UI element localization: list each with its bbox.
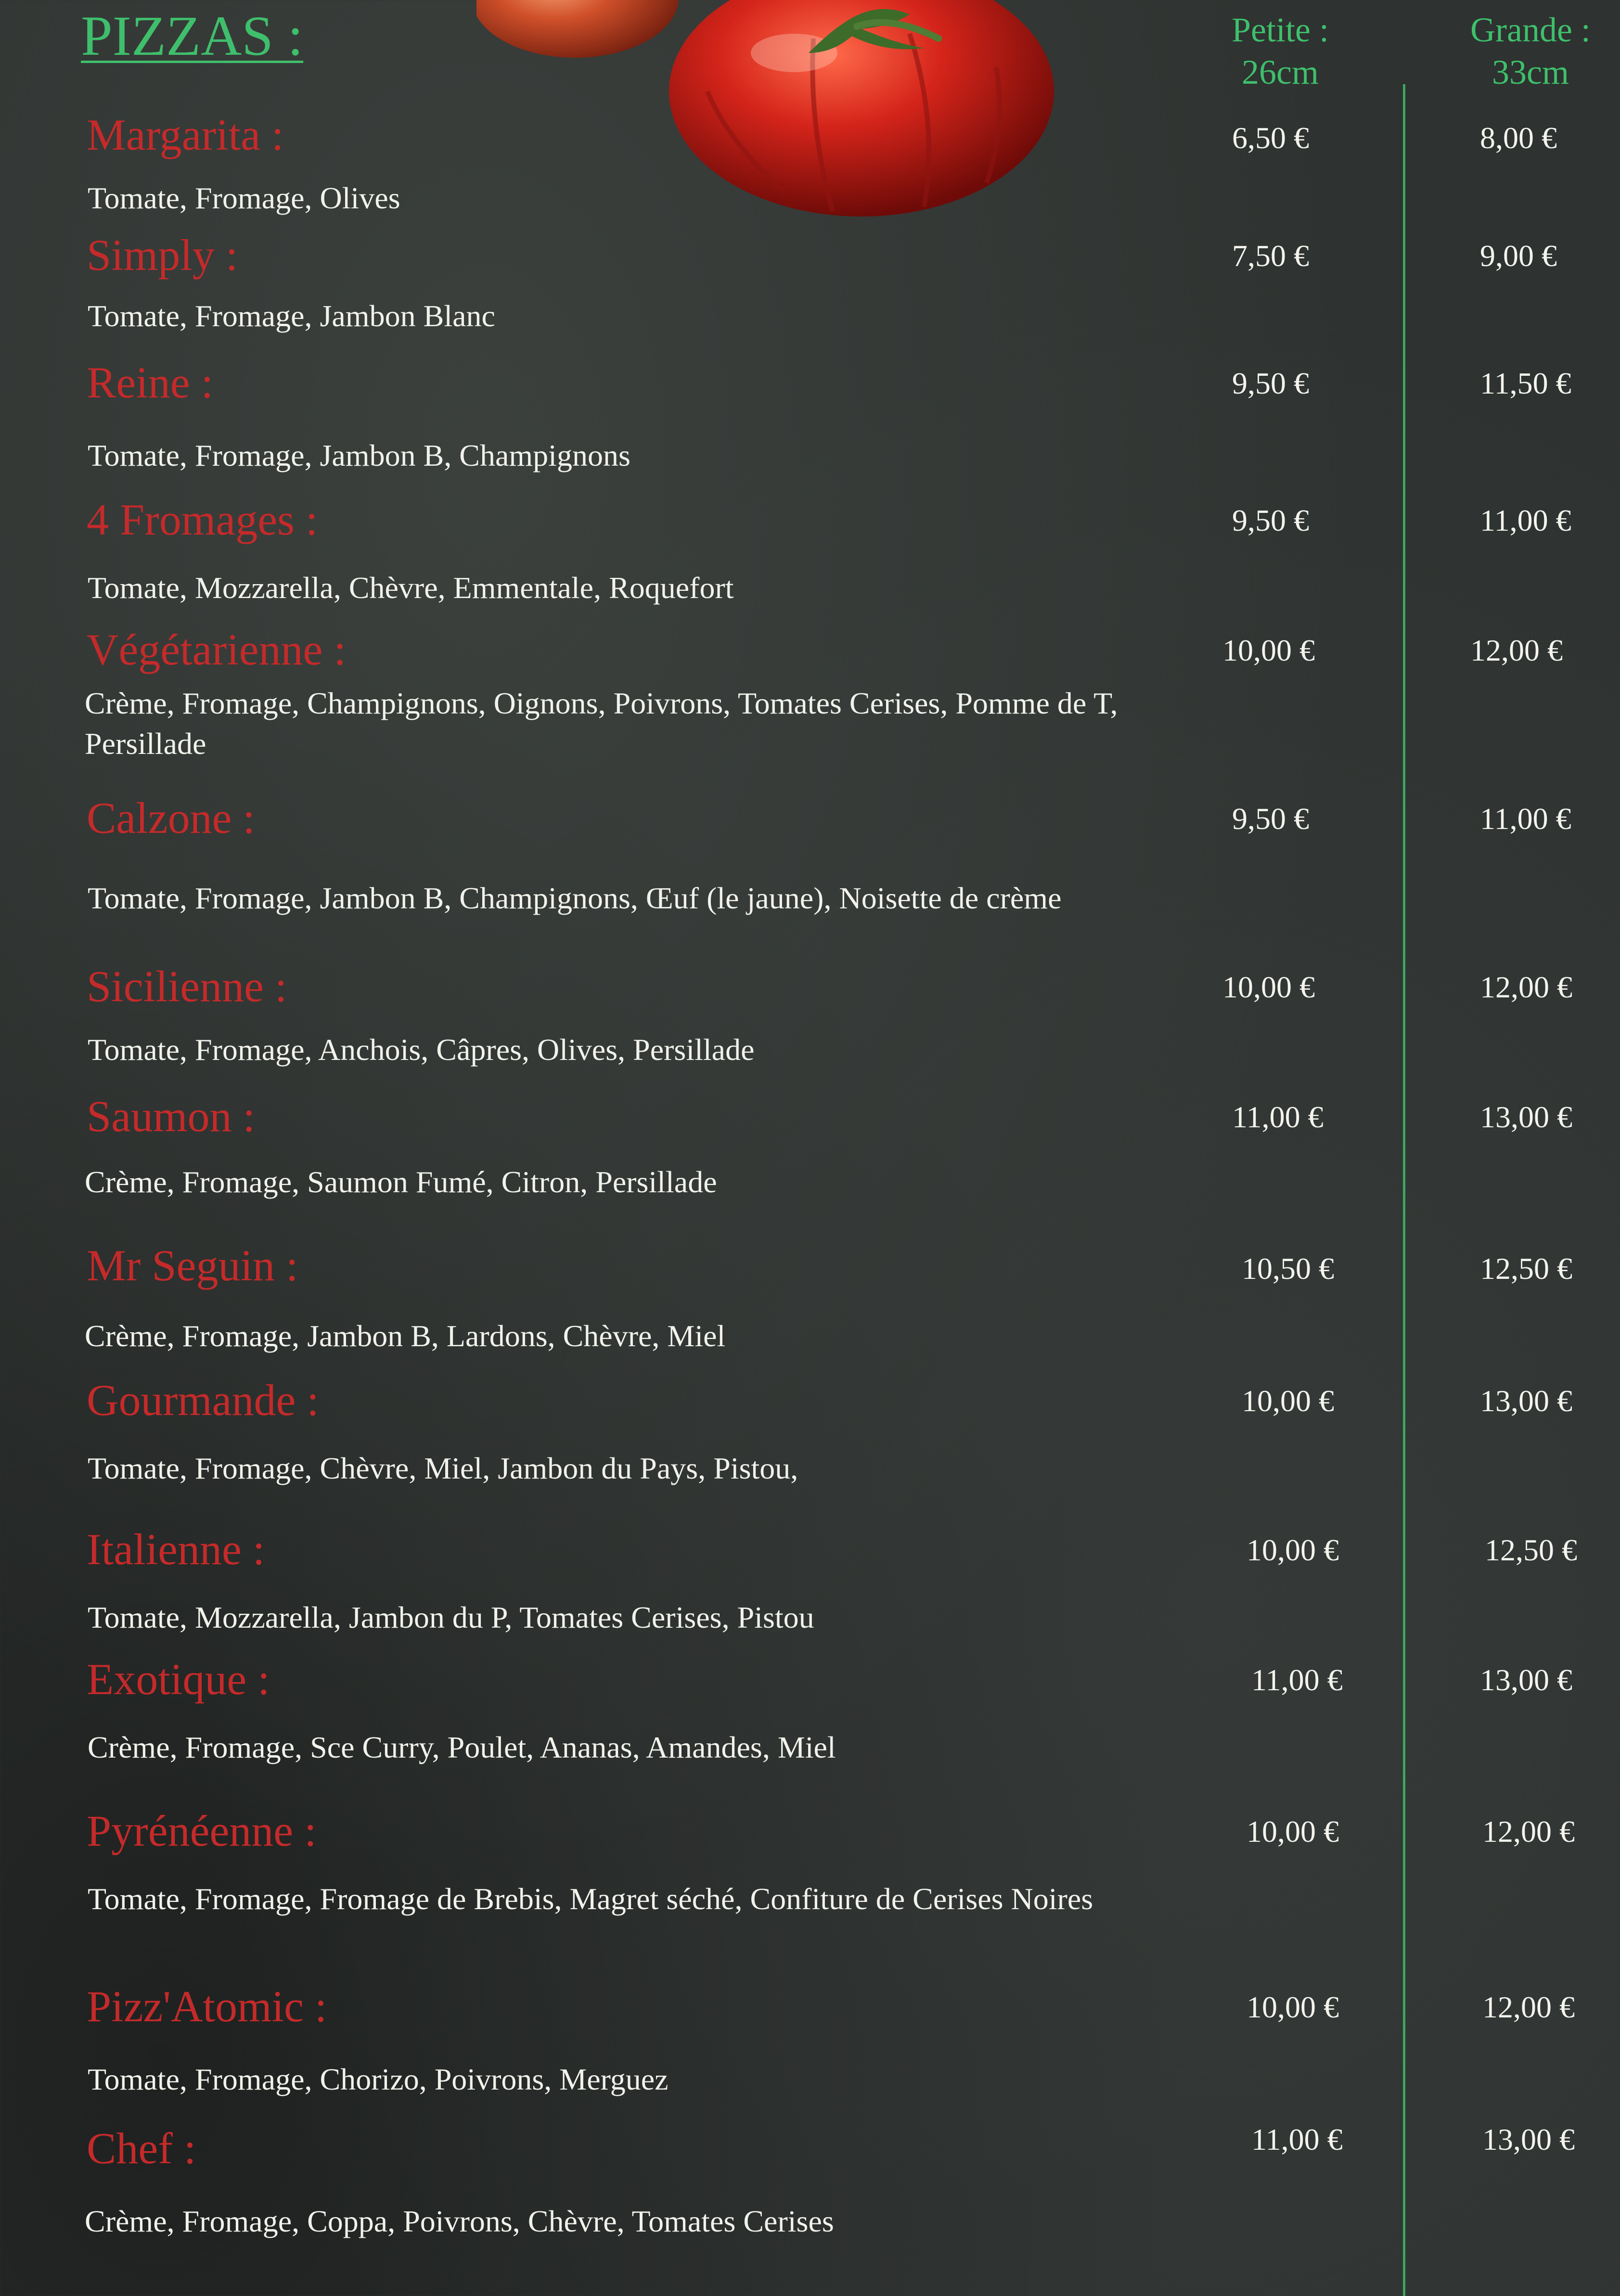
price-petite: 10,00 € [1247,1533,1339,1567]
pizza-ingredients: Crème, Fromage, Sce Curry, Poulet, Ananas, Amandes, Miel [88,1730,836,1764]
pizza-ingredients: Crème, Fromage, Jambon B, Lardons, Chèvre, Miel [85,1319,726,1353]
column-header-grande [1434,9,1620,93]
price-petite: 10,00 € [1247,1990,1339,2024]
price-petite: 10,00 € [1242,1384,1334,1418]
pizza-ingredients: Tomate, Fromage, Chèvre, Miel, Jambon du Pays, Pistou, [88,1451,798,1485]
pizza-name: Margarita : [87,110,284,159]
price-petite: 11,00 € [1251,1663,1343,1697]
price-grande: 13,00 € [1482,2122,1575,2156]
column-divider [1403,84,1405,2296]
pizza-ingredients: Tomate, Fromage, Jambon B, Champignons, Œuf (le jaune), Noisette de crème [88,881,1062,915]
price-grande: 12,00 € [1470,633,1563,667]
grande-label: Grande : [1470,11,1591,49]
pizza-name: Calzone : [87,793,255,842]
price-petite: 9,50 € [1232,802,1309,836]
pizza-ingredients: Tomate, Fromage, Olives [88,181,400,215]
grande-size: 33cm [1492,53,1569,91]
pizza-name: Pyrénéenne : [87,1806,317,1855]
pizza-name: Mr Seguin : [87,1241,298,1290]
pizza-name: Gourmande : [87,1376,319,1425]
price-grande: 8,00 € [1480,121,1557,155]
price-petite: 6,50 € [1232,121,1309,155]
price-petite: 9,50 € [1232,503,1309,537]
price-grande: 12,50 € [1480,1251,1572,1286]
price-grande: 13,00 € [1480,1384,1572,1418]
price-petite: 10,00 € [1247,1814,1339,1849]
pizza-name: Végétarienne : [87,625,346,674]
pizza-ingredients: Tomate, Fromage, Fromage de Brebis, Magret séché, Confiture de Cerises Noires [88,1882,1093,1916]
pizza-name: Simply : [87,230,238,280]
price-grande: 13,00 € [1480,1100,1572,1134]
petite-size: 26cm [1242,53,1319,91]
pizza-ingredients: Tomate, Fromage, Anchois, Câpres, Olives, Persillade [88,1033,755,1067]
price-grande: 12,00 € [1482,1990,1575,2024]
price-petite: 11,00 € [1232,1100,1324,1134]
price-grande: 13,00 € [1480,1663,1572,1697]
price-petite: 7,50 € [1232,239,1309,273]
petite-label: Petite : [1232,11,1329,49]
price-petite: 9,50 € [1232,366,1309,400]
column-header-petite [1189,9,1372,93]
pizza-ingredients: Crème, Fromage, Champignons, Oignons, Poivrons, Tomates Cerises, Pomme de T, Persillade [85,686,1118,761]
pizza-ingredients: Tomate, Mozzarella, Jambon du P, Tomates Cerises, Pistou [88,1600,814,1634]
price-grande: 11,00 € [1480,503,1571,537]
price-grande: 9,00 € [1480,239,1557,273]
price-petite: 10,50 € [1242,1251,1334,1286]
pizza-ingredients: Tomate, Fromage, Jambon Blanc [88,299,495,333]
pizza-name: Reine : [87,358,214,407]
pizza-ingredients: Tomate, Mozzarella, Chèvre, Emmentale, Roquefort [88,571,734,605]
pizza-ingredients: Tomate, Fromage, Jambon B, Champignons [88,438,630,472]
pizza-ingredients: Crème, Fromage, Saumon Fumé, Citron, Persillade [85,1165,717,1199]
price-grande: 11,50 € [1480,366,1571,400]
pizza-name: Exotique : [87,1655,270,1704]
price-petite: 10,00 € [1222,970,1315,1004]
price-grande: 12,50 € [1485,1533,1577,1567]
menu-heading: PIZZAS : [81,4,304,67]
price-grande: 12,00 € [1480,970,1572,1004]
pizza-name: Italienne : [87,1525,265,1574]
price-grande: 11,00 € [1480,802,1571,836]
price-grande: 12,00 € [1482,1814,1575,1849]
pizza-name: Pizz'Atomic : [87,1982,327,2031]
pizza-ingredients: Crème, Fromage, Coppa, Poivrons, Chèvre, Tomates Cerises [85,2204,834,2238]
pizza-name: Sicilienne : [87,962,287,1011]
pizza-ingredients: Tomate, Fromage, Chorizo, Poivrons, Merguez [88,2062,669,2096]
pizza-name: Chef : [87,2124,196,2173]
price-petite: 11,00 € [1251,2122,1343,2156]
pizza-name: Saumon : [87,1092,256,1141]
price-petite: 10,00 € [1222,633,1315,667]
pizza-name: 4 Fromages : [87,495,318,544]
